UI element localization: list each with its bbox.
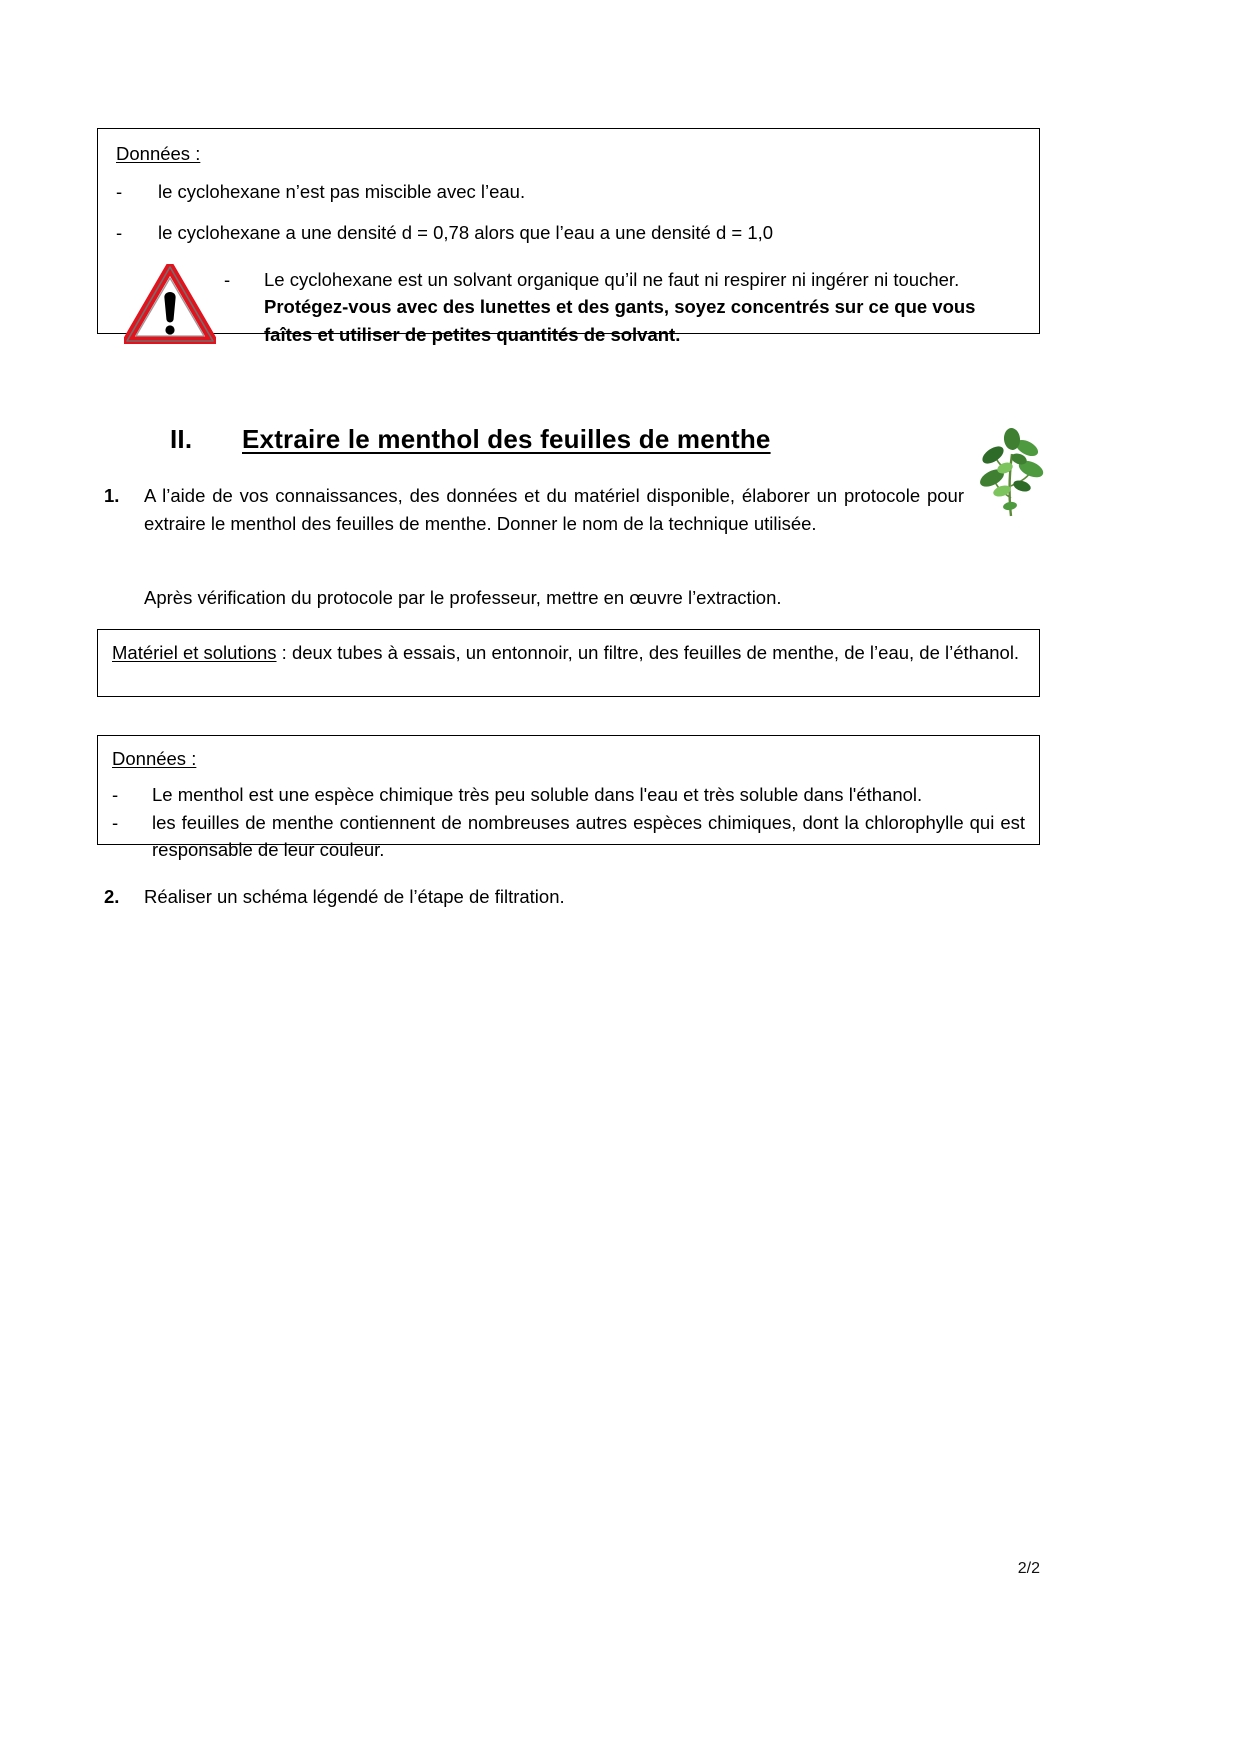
materiel-box-text: : deux tubes à essais, un entonnoir, un filtre, des feuilles de menthe, de l’eau, de l’éthanol.	[276, 642, 1020, 663]
data-box-1-title	[116, 143, 1021, 165]
warning-normal-text: Le cyclohexane est un solvant organique qu’il ne faut ni respirer ni ingérer ni toucher.	[264, 268, 960, 290]
materiel-box-label: Matériel et solutions	[112, 642, 277, 663]
list-item	[112, 810, 1025, 863]
materiel-box	[97, 629, 1040, 697]
bullet-dash-icon: -	[116, 222, 123, 244]
item-2-number: 2.	[104, 886, 120, 907]
mint-leaves-photo	[975, 428, 1047, 520]
data-box-2-label: Données :	[112, 748, 197, 769]
warning-bold-text: Protégez-vous avec des lunettes et des gants, soyez concentrés sur ce que vous faîtes et utiliser de petites quantités de solvant.	[264, 296, 976, 346]
item-2-text: Réaliser un schéma légendé de l’étape de filtration.	[144, 886, 565, 907]
safety-warning-text	[264, 262, 1021, 349]
item-1-number: 1.	[104, 485, 120, 506]
data-box-2-title	[112, 748, 1025, 770]
numbered-item-1	[104, 482, 964, 538]
item-1-text: A l’aide de vos connaissances, des données et du matériel disponible, élaborer un protocole pour extraire le menthol des feuilles de menthe. Donner le nom de la technique utilisée.	[144, 485, 964, 534]
materiel-box-content	[98, 630, 1039, 675]
bullet-dash-icon: -	[112, 784, 119, 805]
safety-warning	[116, 262, 1021, 349]
bullet-dash-icon: -	[112, 812, 119, 834]
bullet-text: le cyclohexane a une densité d = 0,78 alors que l’eau a une densité d = 1,0	[158, 222, 774, 244]
section-number: II.	[170, 424, 193, 454]
page-number-footer: 2/2	[1017, 1560, 1040, 1577]
data-box-menthol	[97, 735, 1040, 860]
section-title: Extraire le menthol des feuilles de menthe	[242, 424, 771, 454]
bullet-text: Le menthol est une espèce chimique très peu soluble dans l'eau et très soluble dans l'éthanol.	[152, 784, 923, 805]
bullet-dash-icon: -	[116, 181, 123, 202]
item-1-follow-up: Après vérification du protocole par le professeur, mettre en œuvre l’extraction.	[144, 587, 782, 608]
data-box-1-label: Données :	[116, 143, 201, 164]
list-item	[112, 782, 1025, 808]
section-heading	[170, 424, 771, 455]
bullet-text: le cyclohexane n’est pas miscible avec l’eau.	[158, 181, 526, 202]
warning-triangle-icon	[116, 262, 224, 344]
data-box-cyclohexane	[97, 128, 1040, 346]
bullet-text: les feuilles de menthe contiennent de nombreuses autres espèces chimiques, dont la chlorophylle qui est responsable de leur couleur.	[152, 812, 1025, 860]
list-item	[116, 220, 1021, 246]
numbered-item-2	[104, 883, 964, 911]
bullet-dash-icon: -	[224, 268, 231, 290]
list-item	[116, 179, 1021, 205]
